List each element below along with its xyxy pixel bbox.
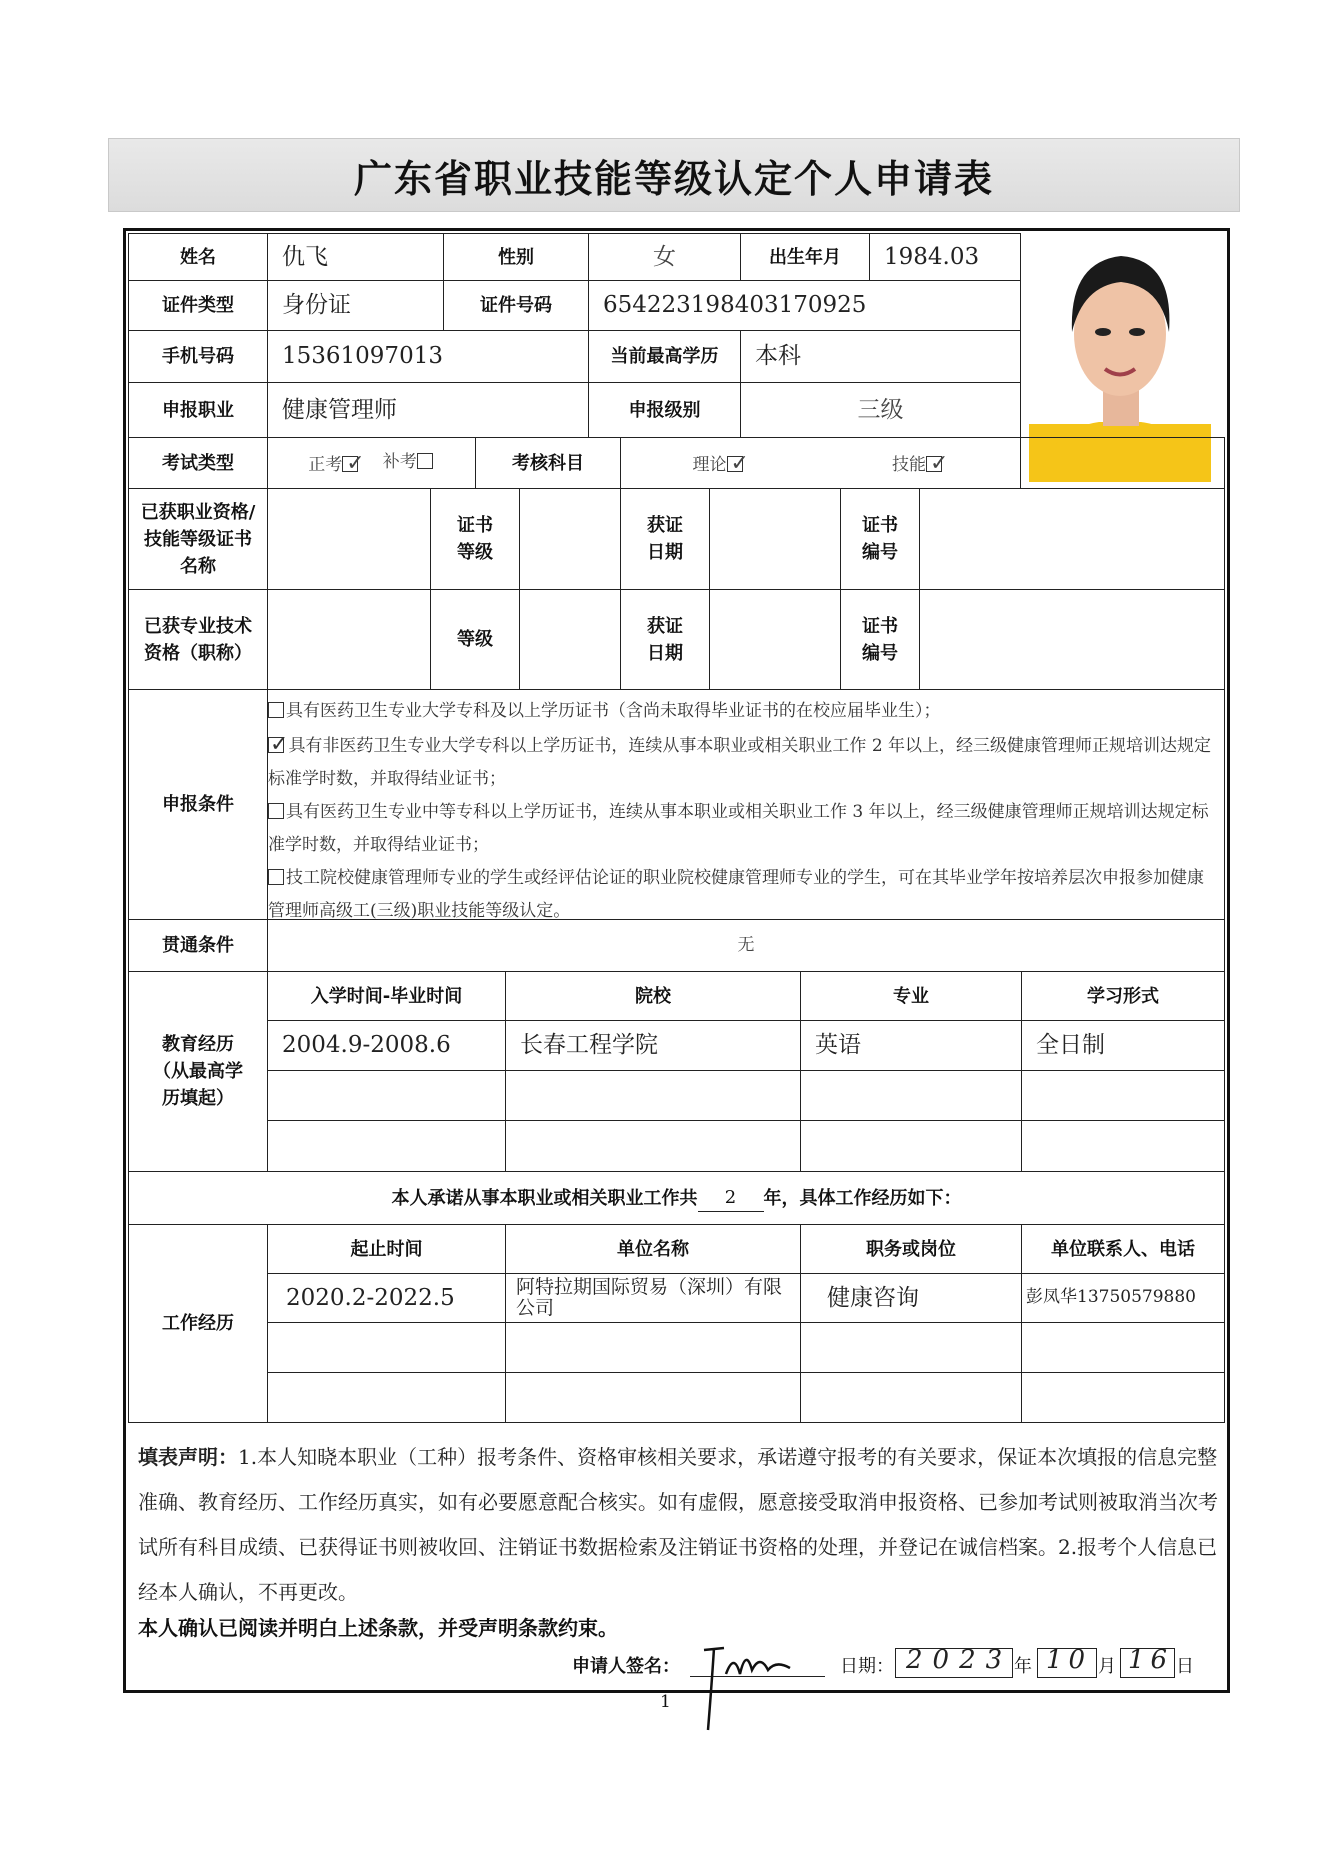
edu-header-major: 专业 (800, 971, 1022, 1021)
work-empty-cell[interactable] (1021, 1372, 1225, 1423)
tech-name-field[interactable] (267, 589, 431, 690)
exam-subject-options (620, 437, 1021, 489)
cert-no-field[interactable] (919, 488, 1225, 590)
edu-field[interactable]: 本科 (740, 330, 1021, 383)
work-empty-cell[interactable] (800, 1372, 1022, 1423)
edu-header-period: 入学时间-毕业时间 (267, 971, 506, 1021)
exam-makeup-option[interactable]: 补考 (383, 450, 435, 476)
tech-name-label: 已获专业技术资格（职称） (128, 589, 268, 690)
name-field[interactable]: 仇飞 (267, 233, 444, 281)
declaration-heading: 填表声明： (138, 1445, 238, 1469)
work-statement: 本人承诺从事本职业或相关职业工作共 2 年，具体工作经历如下： (128, 1171, 1225, 1225)
exam-subject-label: 考核科目 (475, 437, 621, 489)
tech-level-field[interactable] (519, 589, 621, 690)
title-band (108, 138, 1240, 212)
tech-no-label: 证书编号 (840, 589, 920, 690)
declaration-text: 1.本人知晓本职业（工种）报考条件、资格审核相关要求，承诺遵守报考的有关要求，保证本次填报的信息完整准确、教育经历、工作经历真实，如有必要愿意配合核实。如有虚假，愿意接受取消申报资格、已参加考试则被取消当次考试所有科目成绩、已获得证书则被收回、注销证书数据检索及注销证书资格的处理，并登记在诚信档案。2.报考个人信息已经本人确认，不再更改。 (138, 1445, 1218, 1604)
conditions-list (268, 695, 1220, 928)
exam-type-options (267, 437, 476, 489)
work-empty-cell[interactable] (505, 1372, 801, 1423)
id-type-label: 证件类型 (128, 280, 268, 331)
tech-level-label: 等级 (430, 589, 520, 690)
exam-type-label: 考试类型 (128, 437, 268, 489)
date-month-unit: 月 (1098, 1656, 1116, 1677)
phone-field[interactable]: 15361097013 (267, 330, 589, 383)
conditions-label: 申报条件 (128, 689, 268, 920)
edu-header-mode: 学习形式 (1021, 971, 1225, 1021)
level-field[interactable]: 三级 (740, 382, 1021, 438)
work-empty-cell[interactable] (800, 1322, 1022, 1373)
work-years[interactable]: 2 (698, 1184, 764, 1212)
tech-no-field[interactable] (919, 589, 1225, 690)
name-label: 姓名 (128, 233, 268, 281)
cert-name-label: 已获职业资格/技能等级证书名称 (128, 488, 268, 590)
work-empty-cell[interactable] (267, 1372, 506, 1423)
cert-date-label: 获证日期 (620, 488, 710, 590)
edu-empty-cell[interactable] (505, 1070, 801, 1121)
work-contact[interactable]: 彭凤华13750579880 (1021, 1273, 1225, 1323)
work-label: 工作经历 (128, 1224, 268, 1423)
condition-item: 具有医药卫生专业大学专科及以上学历证书（含尚未取得毕业证书的在校应届毕业生）； (268, 695, 1220, 728)
signature-scribble (690, 1640, 810, 1736)
tech-date-field[interactable] (709, 589, 841, 690)
cert-name-field[interactable] (267, 488, 431, 590)
subject-theory-option[interactable]: 理论 ✓ (692, 450, 749, 476)
through-label: 贯通条件 (128, 919, 268, 972)
cert-date-field[interactable] (709, 488, 841, 590)
edu-major[interactable]: 英语 (800, 1020, 1022, 1071)
occupation-field[interactable]: 健康管理师 (267, 382, 589, 438)
date-label: 日期： (840, 1656, 894, 1677)
edu-empty-cell[interactable] (800, 1120, 1022, 1172)
id-no-field[interactable]: 654223198403170925 (588, 280, 1021, 331)
condition-1-checkbox[interactable] (268, 702, 284, 718)
condition-3-checkbox[interactable] (268, 803, 284, 819)
through-field[interactable]: 无 (267, 919, 1225, 972)
work-empty-cell[interactable] (267, 1322, 506, 1373)
id-type-field[interactable]: 身份证 (267, 280, 444, 331)
edu-school[interactable]: 长春工程学院 (505, 1020, 801, 1071)
birth-field[interactable]: 1984.03 (869, 233, 1021, 281)
photo-gap-cell (1020, 437, 1225, 489)
work-position[interactable]: 健康咨询 (800, 1273, 1022, 1323)
tech-date-label: 获证日期 (620, 589, 710, 690)
signature-label: 申请人签名： (572, 1656, 680, 1677)
work-header-contact: 单位联系人、电话 (1021, 1224, 1225, 1274)
edu-mode[interactable]: 全日制 (1021, 1020, 1225, 1071)
work-header-company: 单位名称 (505, 1224, 801, 1274)
date-day-unit: 日 (1176, 1656, 1194, 1677)
declaration (138, 1435, 1218, 1615)
edu-empty-cell[interactable] (800, 1070, 1022, 1121)
date-year-unit: 年 (1014, 1656, 1032, 1677)
work-empty-cell[interactable] (1021, 1322, 1225, 1373)
edu-empty-cell[interactable] (1021, 1070, 1225, 1121)
condition-item: 技工院校健康管理师专业的学生或经评估论证的职业院校健康管理师专业的学生，可在其毕业学年按培养层次申报参加健康管理师高级工(三级)职业技能等级认定。 (268, 868, 1204, 921)
education-label: 教育经历（从最高学历填起） (128, 971, 268, 1172)
date-year: 2023 (906, 1645, 1013, 1675)
gender-field[interactable]: 女 (588, 233, 741, 281)
edu-label: 当前最高学历 (588, 330, 741, 383)
work-header-period: 起止时间 (267, 1224, 506, 1274)
form-title: 广东省职业技能等级认定个人申请表 (353, 156, 994, 201)
condition-item: ✓具有非医药卫生专业大学专科以上学历证书，连续从事本职业或相关职业工作 2 年以上，经三级健康管理师正规培训达规定标准学时数，并取得结业证书； (268, 732, 1212, 789)
page-number: 1 (660, 1692, 671, 1712)
date-month: 10 (1046, 1645, 1092, 1675)
work-header-position: 职务或岗位 (800, 1224, 1022, 1274)
edu-empty-cell[interactable] (505, 1120, 801, 1172)
level-label: 申报级别 (588, 382, 741, 438)
work-empty-cell[interactable] (505, 1322, 801, 1373)
birth-label: 出生年月 (740, 233, 870, 281)
occupation-label: 申报职业 (128, 382, 268, 438)
id-no-label: 证件号码 (443, 280, 589, 331)
work-company[interactable]: 阿特拉期国际贸易（深圳）有限公司 (505, 1273, 801, 1323)
exam-normal-option[interactable]: 正考 ✓ (308, 450, 365, 476)
date-day: 16 (1128, 1645, 1174, 1675)
work-period[interactable]: 2020.2-2022.5 (267, 1273, 506, 1323)
declaration-confirm: 本人确认已阅读并明白上述条款，并受声明条款约束。 (138, 1616, 618, 1640)
edu-empty-cell[interactable] (1021, 1120, 1225, 1172)
edu-empty-cell[interactable] (267, 1120, 506, 1172)
edu-header-school: 院校 (505, 971, 801, 1021)
condition-4-checkbox[interactable] (268, 869, 284, 885)
cert-level-field[interactable] (519, 488, 621, 590)
edu-empty-cell[interactable] (267, 1070, 506, 1121)
exam-makeup-checkbox[interactable] (417, 453, 433, 469)
edu-period[interactable]: 2004.9-2008.6 (267, 1020, 506, 1071)
condition-item: 具有医药卫生专业中等专科以上学历证书，连续从事本职业或相关职业工作 3 年以上，经三级健康管理师正规培训达规定标准学时数，并取得结业证书； (268, 802, 1209, 855)
gender-label: 性别 (443, 233, 589, 281)
phone-label: 手机号码 (128, 330, 268, 383)
cert-no-label: 证书编号 (840, 488, 920, 590)
cert-level-label: 证书等级 (430, 488, 520, 590)
subject-skill-option[interactable]: 技能 ✓ (892, 450, 949, 476)
